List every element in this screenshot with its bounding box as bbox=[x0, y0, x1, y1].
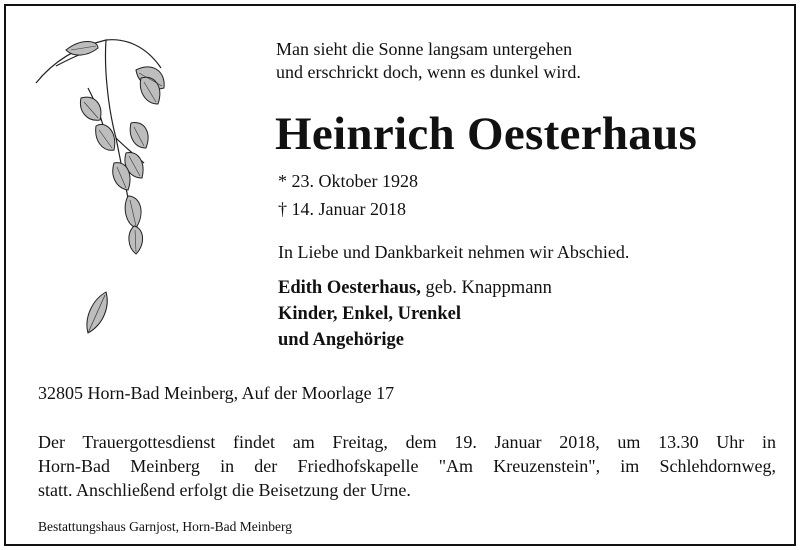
service-line-3: statt. Anschließend erfolgt die Beisetzung der Urne. bbox=[38, 480, 411, 500]
falling-leaf-icon bbox=[78, 288, 118, 338]
quote-line-2: und erschrickt doch, wenn es dunkel wird. bbox=[276, 62, 581, 82]
deceased-name: Heinrich Oesterhaus bbox=[275, 108, 698, 160]
service-line-2: Horn-Bad Meinberg in der Friedhofskapelle "Am Kreuzenstein", im Schlehdornweg, bbox=[38, 456, 776, 476]
primary-mourner bbox=[278, 275, 552, 301]
birth-date: * 23. Oktober 1928 bbox=[278, 171, 418, 191]
mourners-line-3: und Angehörige bbox=[278, 330, 404, 350]
obituary-notice bbox=[4, 4, 796, 546]
quote-line-1: Man sieht die Sonne langsam untergehen bbox=[276, 39, 573, 59]
family-address: 32805 Horn-Bad Meinberg, Auf der Moorlage 17 bbox=[38, 383, 395, 403]
funeral-home: Bestattungshaus Garnjost, Horn-Bad Meinberg bbox=[38, 519, 292, 534]
life-dates bbox=[278, 167, 418, 223]
quote bbox=[276, 38, 581, 84]
service-announcement bbox=[38, 430, 776, 502]
primary-mourner-suffix: geb. Knappmann bbox=[420, 278, 552, 298]
farewell-text: In Liebe und Dankbarkeit nehmen wir Abschied. bbox=[278, 242, 630, 262]
mourners-list bbox=[278, 275, 552, 353]
primary-mourner-name: Edith Oesterhaus, bbox=[278, 278, 421, 298]
mourners-line-2: Kinder, Enkel, Urenkel bbox=[278, 304, 461, 324]
death-date: † 14. Januar 2018 bbox=[278, 199, 406, 219]
service-line-1: Der Trauergottesdienst findet am Freitag, dem 19. Januar 2018, um 13.30 Uhr in bbox=[38, 432, 776, 452]
